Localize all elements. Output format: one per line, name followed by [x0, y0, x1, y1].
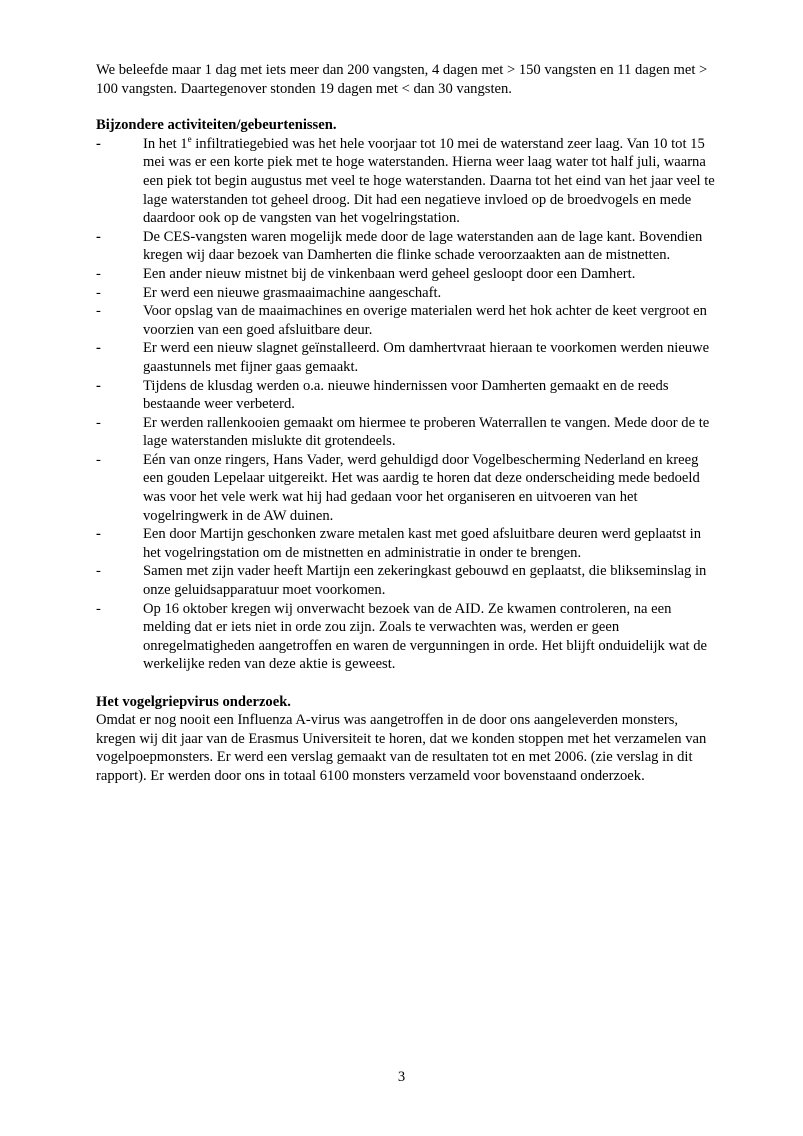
- vogelgriep-paragraph: Omdat er nog nooit een Influenza A-virus was aangetroffen in de door ons aangeleverden monsters, kregen wij dit jaar van de Erasmus Universiteit te horen, dat we konden stoppen met het verzamelen van vogelpoepmonsters. Er werd een verslag gemaakt van de resultaten tot en met 2006. (zie verslag in dit rapport). Er werden door ons in totaal 6100 monsters verzameld voor bovenstaand onderzoek.: [96, 712, 707, 784]
- item-text: Samen met zijn vader heeft Martijn een zekeringkast gebouwd en geplaatst, die blikseminslag in onze geluidsapparatuur moet voorkomen.: [143, 563, 707, 599]
- item-text: Een door Martijn geschonken zware metalen kast met goed afsluitbare deuren werd geplaatst in het vogelringstation om de mistnetten en administratie in onder te brengen.: [143, 526, 702, 561]
- list-item: [96, 414, 716, 451]
- item-text: Tijdens de klusdag werden o.a. nieuwe hindernissen voor Damherten gemaakt en de reeds bestaande weer verbeterd.: [143, 377, 669, 413]
- bullet-dash: -: [96, 377, 101, 394]
- bullet-dash: -: [96, 526, 101, 543]
- list-item: [96, 525, 716, 562]
- list-item: [96, 600, 716, 674]
- page-number: 3: [397, 1069, 406, 1085]
- list-item: [96, 135, 716, 228]
- item-text: Voor opslag van de maaimachines en overige materialen werd het hok achter de keet vergroot en voorzien van een goed afsluitbare deur.: [143, 303, 707, 338]
- list-item: [96, 228, 716, 265]
- item-text: Eén van onze ringers, Hans Vader, werd gehuldigd door Vogelbescherming Nederland en kreeg een gouden Lepelaar uitgereikt. Het was aardig te horen dat deze onderscheiding mede bedoeld was voor het vele werk wat hij had gedaan voor het organiseren en uitvoeren van het vogelringwerk in de AW duinen.: [143, 451, 700, 524]
- list-item: [96, 377, 716, 414]
- bullet-dash: -: [96, 265, 101, 282]
- bullet-dash: -: [96, 228, 101, 245]
- bullet-dash: -: [96, 135, 101, 152]
- bullet-dash: -: [96, 303, 101, 320]
- item-text: Een ander nieuw mistnet bij de vinkenbaan werd geheel gesloopt door een Damhert.: [143, 265, 636, 282]
- page-content: [96, 61, 716, 786]
- list-item: [96, 302, 716, 339]
- item-text: Er werd een nieuw slagnet geïnstalleerd. Om damhertvraat hieraan te voorkomen werden nieuwe gaastunnels met fijner gaas gemaakt.: [143, 340, 710, 375]
- item-text: Er werden rallenkooien gemaakt om hiermee te proberen Waterrallen te vangen. Mede door de te lage waterstanden mislukte dit grotendeels.: [143, 414, 710, 450]
- list-item: [96, 451, 716, 525]
- item-text: De CES-vangsten waren mogelijk mede door de lage waterstanden aan de lage kant. Bovendien kregen wij daar bezoek van Damherten die flinke schade veroorzaakten aan de mistnetten.: [143, 228, 703, 264]
- item-text: Er werd een nieuwe grasmaaimachine aangeschaft.: [143, 284, 442, 301]
- item-text-start: In het 1: [143, 135, 188, 152]
- bullet-dash: -: [96, 600, 101, 617]
- bullet-dash: -: [96, 451, 101, 468]
- bullet-dash: -: [96, 340, 101, 357]
- activities-list: [96, 135, 716, 674]
- list-item: [96, 339, 716, 376]
- list-item: [96, 284, 716, 303]
- bullet-dash: -: [96, 284, 101, 301]
- list-item: [96, 562, 716, 599]
- bullet-dash: -: [96, 414, 101, 431]
- ordinal-superscript: e: [187, 133, 192, 144]
- list-item: [96, 265, 716, 284]
- item-text: Op 16 oktober kregen wij onverwacht bezoek van de AID. Ze kwamen controleren, na een melding dat er iets niet in orde zou zijn. Zoals te verwachten was, werden er geen onregelmatigheden aangetroffen en waren de vergunningen in orde. Het blijft onduidelijk wat de werkelijke reden van deze aktie is geweest.: [143, 600, 707, 673]
- vogelgriep-heading: Het vogelgriepvirus onderzoek.: [96, 693, 291, 710]
- activities-heading: Bijzondere activiteiten/gebeurtenissen.: [96, 117, 337, 134]
- item-text: infiltratiegebied was het hele voorjaar tot 10 mei de waterstand zeer laag. Van 10 tot 15 mei was er een korte piek met te hoge waterstanden. Hierna weer laag water tot half juli, waarna een piek tot begin augustus met veel te hoge waterstanden. Daarna tot het eind van het jaar veel te lage waterstanden tot geheel droog. Dit had een negatieve invloed op de broedvogels en mede daardoor ook op de vangsten van het vogelringstation.: [143, 135, 715, 227]
- bullet-dash: -: [96, 563, 101, 580]
- intro-paragraph: We beleefde maar 1 dag met iets meer dan 200 vangsten, 4 dagen met > 150 vangsten en 11 dagen met > 100 vangsten. Daartegenover stonden 19 dagen met < dan 30 vangsten.: [96, 62, 708, 97]
